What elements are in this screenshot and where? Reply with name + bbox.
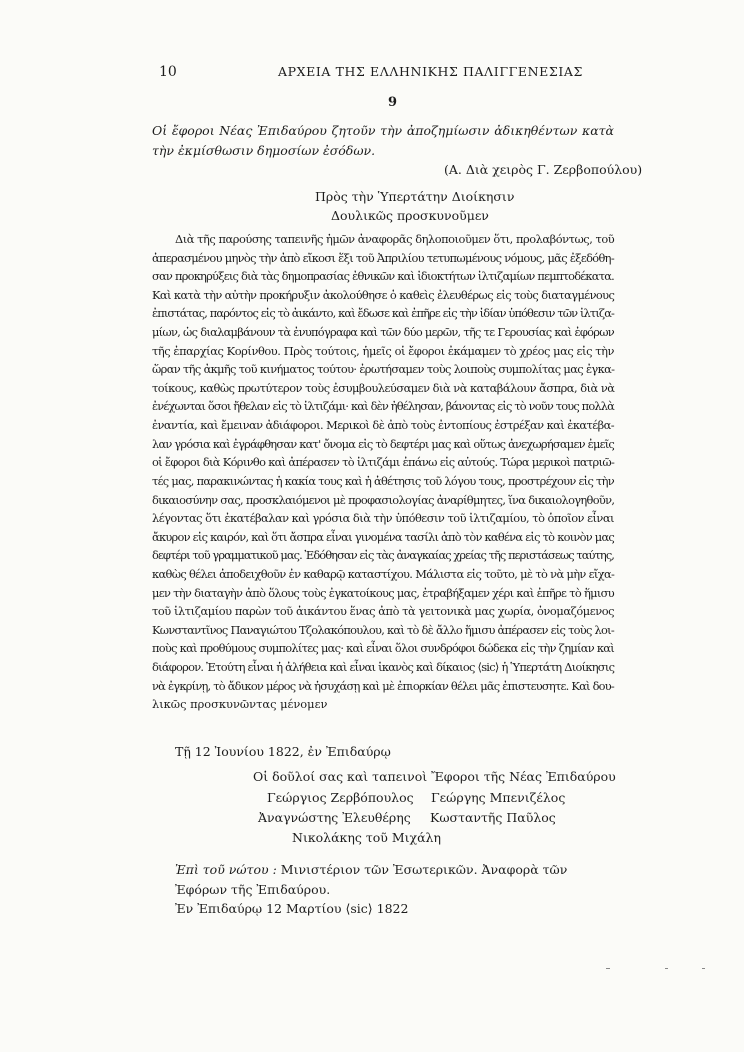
body-line: δεφτέρι τοῦ γραμματικοῦ μας. Ἐδόθησαν εἰς τὰς ἀναγκαίας χρείας τῆς περιστάσεως ταύτης, <box>152 548 614 563</box>
body-line: Κωνσταντῖνος Παναγιώτου Τζολακόπουλου, καὶ τὸ δὲ ἄλλο ἥμισυ ἀπέρασεν εἰς τοὺς λοι- <box>152 622 614 637</box>
page-number: 10 <box>159 64 177 80</box>
body-line: δικαιοσύνην σας, προσκλαιόμενοι μὲ προφασιολογίας ἀναρίθμητες, ἵνα δικαιολογηθοῦν, <box>152 492 615 507</box>
body-line: μεν τὴν διαταγὴν ἀπὸ ὅλους τοὺς ἐγκατοίκους μας, ἐτραβήξαμεν χέρι καὶ ἐπῆρε τὸ ἥμισυ <box>152 585 614 600</box>
body-line: ὥραν τῆς ἀκμῆς τοῦ κινήματος τούτου· ἐρωτήσαμεν τοὺς λοιποὺς συμπολίτας μας ἐγκα- <box>152 362 615 377</box>
scan-mark <box>665 968 668 969</box>
endorsement <box>175 860 615 900</box>
signatories-heading: Οἱ δοῦλοί σας καὶ ταπεινοὶ Ἔφοροι τῆς Νέας Ἐπιδαύρου <box>253 769 616 784</box>
scan-mark <box>702 968 705 969</box>
endorsement-date: Ἐν Ἐπιδαύρῳ 12 Μαρτίου ⟨sic⟩ 1822 <box>175 901 409 916</box>
document-title: Οἱ ἔφοροι Νέας Ἐπιδαύρου ζητοῦν τὴν ἀποζημίωσιν ἀδικηθέντων κατὰ τὴν ἐκμίσθωσιν δημοσίων ἐσόδων. <box>152 123 614 158</box>
signatory: Γεώργιος Ζερβόπουλος <box>267 790 414 805</box>
body-line: τῆς ἐπαρχίας Κορίνθου. Πρὸς τούτοις, ἡμεῖς οἱ ἔφοροι ἐκάμαμεν τὸ χρέος μας εἰς τὴν <box>152 343 614 358</box>
body-line: καθὼς θέλει ἀποδειχθοῦν ἐν καθαρῷ καταστίχου. Μάλιστα εἰς τοῦτο, μὲ τὸ νὰ μὴν εἴχα- <box>152 566 615 581</box>
body-line: τοίκους, καθὼς πρωτύτερον τοὺς ἐσυμβουλεύσαμεν διὰ νὰ καταβάλουν ἄσπρα, διὰ νὰ <box>152 380 615 395</box>
signatory: Νικολάκης τοῦ Μιχάλη <box>292 830 441 845</box>
body-line: Καὶ κατὰ τὴν αὐτὴν προκήρυξιν ἀκολούθησε ὁ καθεὶς ἐλευθέρως εἰς τοὺς διαταγμένους <box>152 287 615 302</box>
date-line: Τῇ 12 Ἰουνίου 1822, ἐν Ἐπιδαύρῳ <box>175 744 391 759</box>
body-line: Διὰ τῆς παρούσης ταπεινῆς ἡμῶν ἀναφορᾶς δηλοποιοῦμεν ὅτι, προλαβόντως, τοῦ <box>175 232 615 246</box>
body-line: ποὺς καὶ προθύμους συμπολίτες μας· καὶ εἶναι ὅλοι συνδρόφοι δώδεκα εἰς τὴν ζημίαν καὶ <box>152 641 614 656</box>
body-line: οἱ ἔφοροι διὰ Κόρινθο καὶ ἀπέρασεν τὸ ἰλτιζάμι ἐπάνω εἰς αὐτούς. Τώρα μερικοὶ πατριῶ- <box>152 455 615 470</box>
body-line: διάφορον. Ἐτούτη εἶναι ἡ ἀλήθεια καὶ εἶναι ἱκανὸς καὶ δίκαιος ⟨sic⟩ ἡ Ὑπερτάτη Διοίκησις <box>152 660 615 675</box>
document-number: 9 <box>388 95 398 110</box>
signatory: Ἀναγνώστης Ἐλευθέρης <box>258 810 411 825</box>
body-line: ἐναντία, καὶ ἔμειναν ἀδιάφοροι. Μερικοὶ δὲ ἀπὸ τοὺς ἐντοπίους ἐστρέξαν καὶ ἐκατέβα- <box>152 418 614 433</box>
body-line: ἄκυρον εἰς καιρόν, καὶ ὅτι ἄσπρα εἶναι γινομένα τασίλι ἀπὸ τὸν καθένα εἰς τὸ κοινὸν μας <box>152 529 615 544</box>
body-line: λέγοντας ὅτι ἐκατέβαλαν καὶ γρόσια διὰ τὴν ὑπόθεσιν τοῦ ἰλτιζαμίου, τὸ ὁποῖον εἶναι <box>152 511 614 526</box>
body-line: μίων, ὡς διαλαμβάνουν τὰ ἐνυπόγραφα καὶ τῶν δύο μερῶν, τῆς τε Γερουσίας καὶ ἐφόρων <box>152 325 614 340</box>
signatory: Γεώργης Μπενιζέλος <box>431 790 566 805</box>
scan-mark <box>606 968 610 969</box>
body-line: τοῦ ἰλτιζαμίου παρὼν τοῦ ἀικάντου ἕνας ἀπὸ τὰ γειτονικὰ μας χωρία, ὀνομαζόμενος <box>152 604 615 619</box>
endorsement-text: Μινιστέριον τῶν Ἐσωτερικῶν. Ἀναφορὰ τῶν Ἐφόρων τῆς Ἐπιδαύρου. <box>175 862 568 897</box>
endorsement-label: Ἐπὶ τοῦ νώτου : <box>175 862 277 877</box>
letter-body <box>152 230 614 714</box>
body-line: ἀπερασμένου μηνὸς τὴν ἀπὸ εἴκοσι ἕξι τοῦ Ἀπριλίου τετυπωμένους νόμους, μᾶς ἐξεδόθη- <box>152 250 614 265</box>
body-line: σαν προκηρύξεις διὰ τὰς δημοπρασίας ἐθνικῶν καὶ ἰδιοκτήτων ἰλτιζαμίων πεμπτοδέκατα. <box>152 269 614 284</box>
body-line: ἐνέχωνται ὅσοι ἤθελαν εἰς τὸ ἰλτιζάμι· καὶ δὲν ἠθέλησαν, βάνοντας εἰς τὸ νοῦν τους πολλὰ <box>152 399 614 414</box>
address-line-2: Δουλικῶς προσκυνοῦμεν <box>331 208 489 223</box>
body-line: νὰ ἐγκρίνῃ, τὸ ἄδικον μέρος νὰ ἡσυχάσῃ καὶ μὲ ἐπιορκίαν θέλει μᾶς ἐπιστευσητε. Καὶ δου- <box>152 678 614 693</box>
document-source: (Α. Διὰ χειρὸς Γ. Ζερβοπούλου) <box>444 162 643 177</box>
body-line: λαν γρόσια καὶ ἐγράφθησαν κατ' ὄνομα εἰς τὸ δεφτέρι μας καὶ οὕτως ἀνεχωρήσαμεν ἐμεῖς <box>152 436 614 451</box>
signatory: Κωσταντῆς Παῦλος <box>430 810 556 825</box>
body-line: τές μας, παρακινώντας ἡ κακία τους καὶ ἡ ἀθέτησις τοῦ λόγου τους, προστρέχουν εἰς τὴν <box>152 473 614 488</box>
address-line-1: Πρὸς τὴν Ὑπερτάτην Διοίκησιν <box>315 189 515 204</box>
running-title: ΑΡΧΕΙΑ ΤΗΣ ΕΛΛΗΝΙΚΗΣ ΠΑΛΙΓΓΕΝΕΣΙΑΣ <box>278 64 583 79</box>
body-line: ἐπιστάτας, παρόντος εἰς τὸ ἀικάντο, καὶ ἔδωσε καὶ ἐπῆρε εἰς τὴν ἰδίαν ὑπόθεσιν τῶν ἰλτιζα- <box>152 306 614 321</box>
body-line: λικῶς προσκυνῶντας μένομεν <box>152 697 328 712</box>
